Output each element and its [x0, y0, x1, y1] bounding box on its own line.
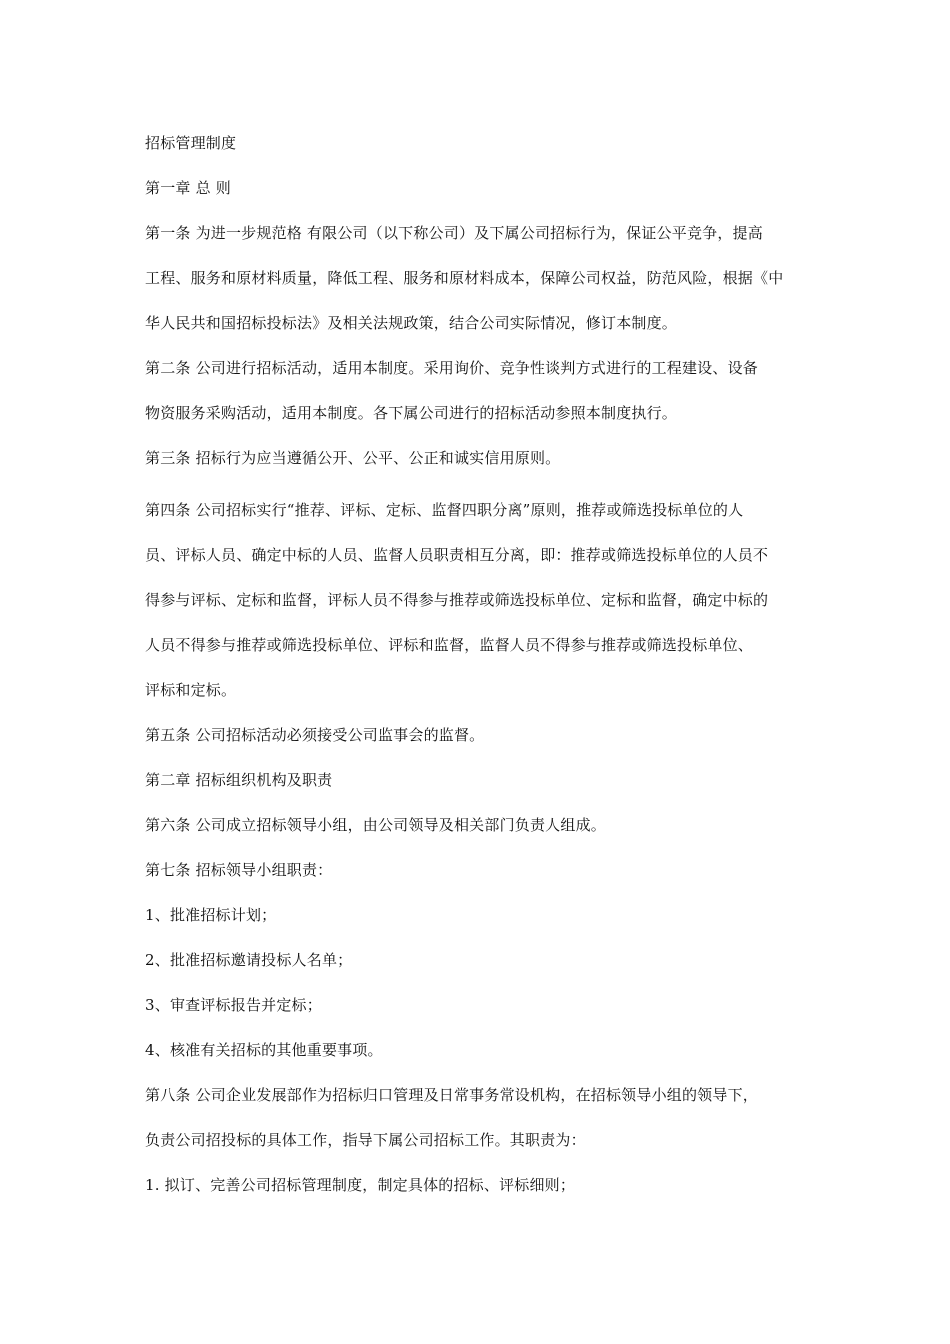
paragraph-line: 评标和定标。 [145, 681, 237, 699]
document-title: 招标管理制度 [145, 134, 237, 152]
paragraph-line: 第一条 为进一步规范格 有限公司（以下称公司）及下属公司招标行为，保证公平竞争，提高 [145, 224, 763, 242]
paragraph-line: 得参与评标、定标和监督，评标人员不得参与推荐或筛选投标单位、定标和监督，确定中标的 [145, 591, 769, 609]
chapter-heading: 第一章 总 则 [145, 179, 231, 197]
list-item: 2、批准招标邀请投标人名单； [145, 951, 353, 969]
list-item: 1、批准招标计划； [145, 906, 277, 924]
paragraph-line: 华人民共和国招标投标法》及相关法规政策，结合公司实际情况，修订本制度。 [145, 314, 678, 332]
list-item: 1. 拟订、完善公司招标管理制度，制定具体的招标、评标细则； [145, 1176, 576, 1194]
paragraph-line: 人员不得参与推荐或筛选投标单位、评标和监督，监督人员不得参与推荐或筛选投标单位、 [145, 636, 754, 654]
list-item: 4、核准有关招标的其他重要事项。 [145, 1041, 383, 1059]
paragraph-line: 第七条 招标领导小组职责： [145, 861, 333, 879]
paragraph-line: 工程、服务和原材料质量，降低工程、服务和原材料成本，保障公司权益，防范风险，根据《中 [145, 269, 784, 287]
paragraph-line: 第三条 招标行为应当遵循公开、公平、公正和诚实信用原则。 [145, 449, 561, 467]
paragraph-line: 员、评标人员、确定中标的人员、监督人员职责相互分离，即：推荐或筛选投标单位的人员不 [145, 546, 769, 564]
paragraph-line: 第二条 公司进行招标活动，适用本制度。采用询价、竞争性谈判方式进行的工程建设、设备 [145, 359, 758, 377]
paragraph-line: 第八条 公司企业发展部作为招标归口管理及日常事务常设机构，在招标领导小组的领导下， [145, 1086, 758, 1104]
chapter-heading: 第二章 招标组织机构及职责 [145, 771, 333, 789]
paragraph-line: 第六条 公司成立招标领导小组，由公司领导及相关部门负责人组成。 [145, 816, 606, 834]
paragraph-line: 物资服务采购活动，适用本制度。各下属公司进行的招标活动参照本制度执行。 [145, 404, 678, 422]
paragraph-line: 负责公司招投标的具体工作，指导下属公司招标工作。其职责为： [145, 1131, 586, 1149]
list-item: 3、审查评标报告并定标； [145, 996, 322, 1014]
paragraph-line: 第四条 公司招标实行“推荐、评标、定标、监督四职分离”原则，推荐或筛选投标单位的人 [145, 501, 744, 519]
paragraph-line: 第五条 公司招标活动必须接受公司监事会的监督。 [145, 726, 485, 744]
